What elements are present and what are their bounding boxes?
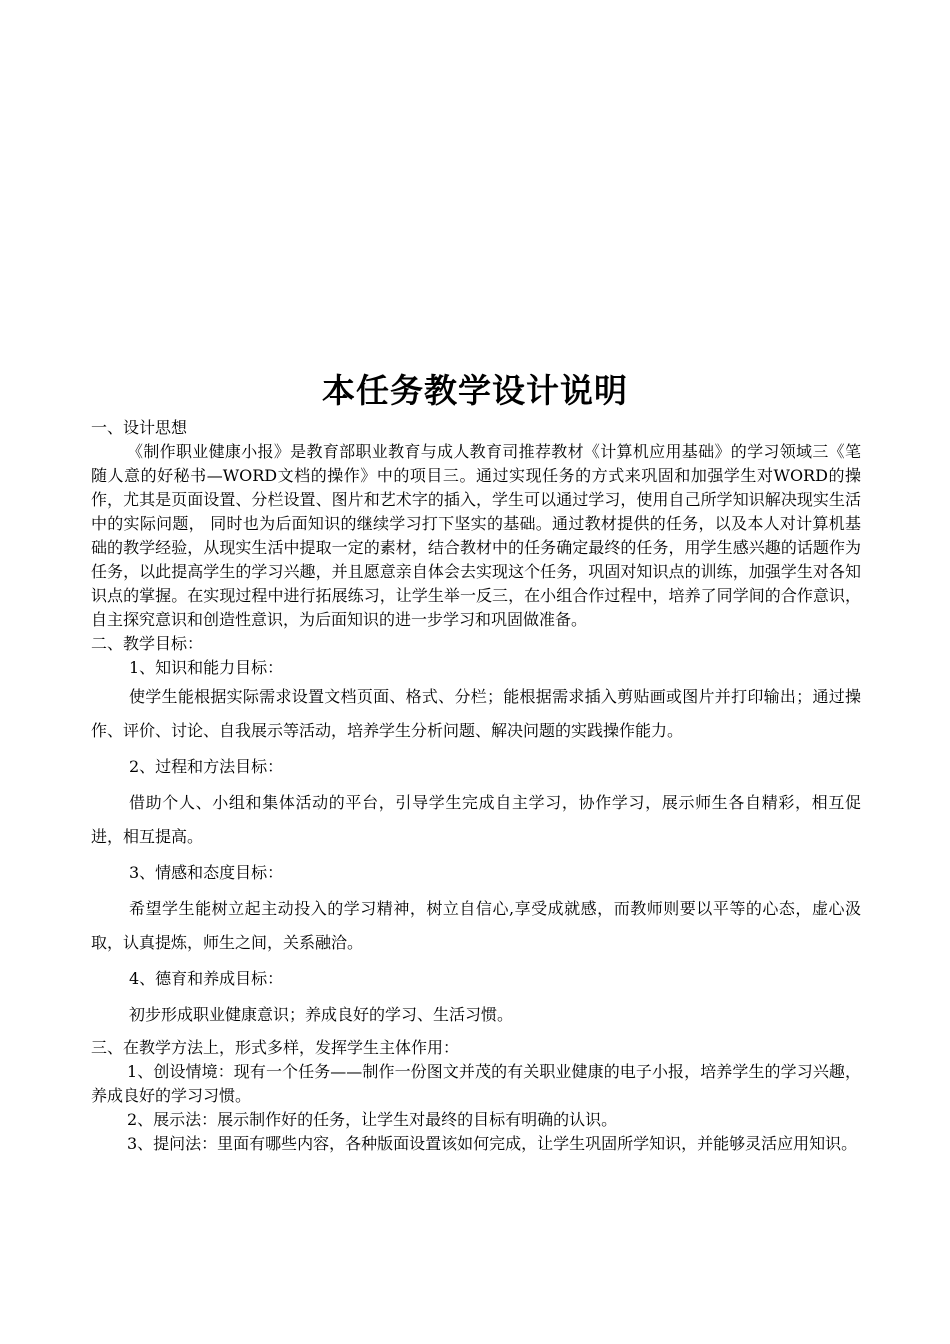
goal-text-moral: 初步形成职业健康意识；养成良好的学习、生活习惯。 <box>129 1005 514 1024</box>
section-heading-design-idea: 一、设计思想 <box>91 418 188 437</box>
document-title: 本任务教学设计说明 <box>322 371 628 410</box>
goal-text-knowledge: 使学生能根据实际需求设置文档页面、格式、分栏；能根据需求插入剪贴画或图片并打印输出；通过操作、评价、讨论、自我展示等活动，培养学生分析问题、解决问题的实践操作能力。 <box>91 687 861 740</box>
document-body <box>91 416 861 1156</box>
goal-text-attitude: 希望学生能树立起主动投入的学习精神，树立自信心,享受成就感，而教师则要以平等的心态，虚心汲取，认真提炼，师生之间，关系融洽。 <box>91 899 861 952</box>
goal-label-moral: 4、德育和养成目标： <box>129 969 284 988</box>
section-heading-teaching-methods: 三、在教学方法上，形式多样，发挥学生主体作用： <box>91 1038 460 1057</box>
goal-label-attitude: 3、情感和态度目标： <box>129 863 284 882</box>
method-item-demonstration: 2、展示法：展示制作好的任务，让学生对最终的目标有明确的认识。 <box>127 1110 618 1129</box>
goal-label-process: 2、过程和方法目标： <box>129 757 284 776</box>
goal-text-process: 借助个人、小组和集体活动的平台，引导学生完成自主学习，协作学习，展示师生各自精彩，相互促进，相互提高。 <box>91 793 861 846</box>
design-idea-paragraph: 《制作职业健康小报》是教育部职业教育与成人教育司推荐教材《计算机应用基础》的学习领域三《笔随人意的好秘书—WORD文档的操作》中的项目三。通过实现任务的方式来巩固和加强学生对WORD的操作，尤其是页面设置、分栏设置、图片和艺术字的插入，学生可以通过学习，使用自己所学知识解决现实生活中的实际问题， 同时也为后面知识的继续学习打下坚实的基础。通过教材提供的任务，以及本人对计算机基础的教学经验，从现实生活中提取一定的素材，结合教材中的任务确定最终的任务，用学生感兴趣的话题作为任务，以此提高学生的学习兴趣，并且愿意亲自体会去实现这个任务，巩固对知识点的训练，加强学生对各知识点的掌握。在实现过程中进行拓展练习，让学生举一反三，在小组合作过程中，培养了同学间的合作意识，自主探究意识和创造性意识，为后面知识的进一步学习和巩固做准备。 <box>91 442 861 629</box>
method-item-scenario: 1、创设情境：现有一个任务——制作一份图文并茂的有关职业健康的电子小报，培养学生的学习兴趣，养成良好的学习习惯。 <box>91 1062 861 1105</box>
section-heading-teaching-goals: 二、教学目标： <box>91 634 204 653</box>
goal-label-knowledge: 1、知识和能力目标： <box>129 658 284 677</box>
method-item-questioning: 3、提问法：里面有哪些内容，各种版面设置该如何完成，让学生巩固所学知识，并能够灵活应用知识。 <box>127 1134 858 1153</box>
